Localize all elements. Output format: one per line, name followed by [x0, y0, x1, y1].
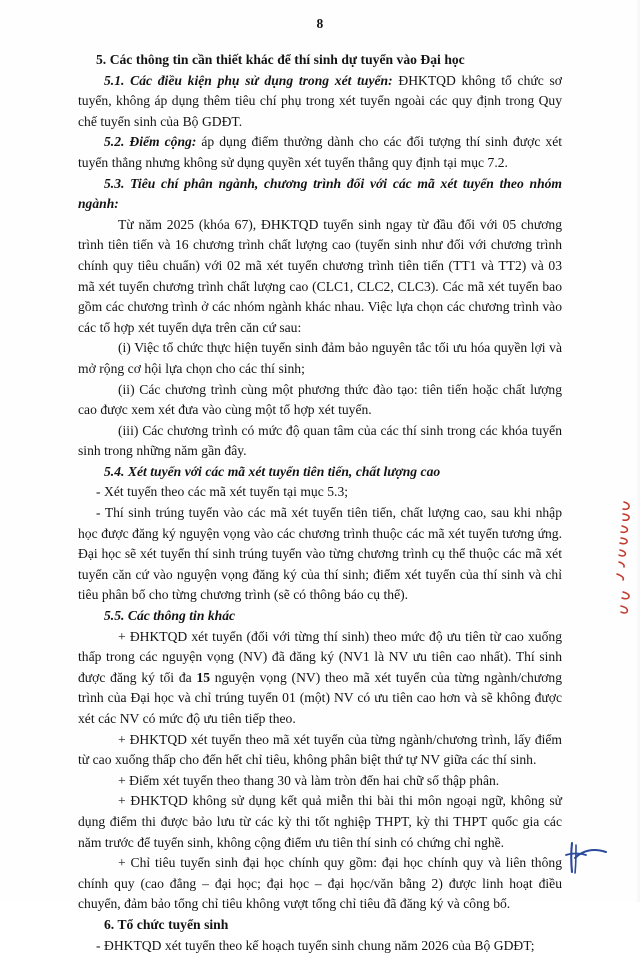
section-5-5-bullet-4: + ĐHKTQD không sử dụng kết quả miễn thi bài thi môn ngoại ngữ, không sử dụng điểm thi được bảo lưu từ các kỳ thi tốt nghiệp THPT, kỳ thi THPT quốc gia các năm trước để tuyển sinh, không cộng điểm ưu tiên thí sinh có chứng chỉ nghề. [78, 793, 562, 850]
heading-section-6 [78, 915, 562, 936]
section-5-3-heading [78, 174, 562, 215]
section-5-5-bullet-1-part-b: nguyện vọng (NV) theo mã xét tuyển của từng ngành/chương trình của Đại học và chỉ trúng tuyển 01 (một) NV có ưu tiên cao hơn và sẽ không được xét các NV có mức độ ưu tiên tiếp theo. [78, 669, 563, 726]
section-5-2 [78, 132, 562, 173]
handwritten-margin-note-icon [607, 496, 637, 626]
section-5-5-nv-count: 15 [196, 669, 211, 685]
section-5-4-bullet-1: - Xét tuyển theo các mã xét tuyển tại mục 5.3; [96, 484, 349, 500]
section-5-1-label: 5.1. Các điều kiện phụ sử dụng trong xét tuyển: [104, 72, 393, 88]
section-5-2-label: 5.2. Điểm cộng: [104, 134, 197, 150]
section-5-3-item-i: (i) Việc tổ chức thực hiện tuyển sinh đảm bảo nguyên tắc tối ưu hóa quyền lợi và mở rộng cơ hội lựa chọn cho các thí sinh; [78, 340, 562, 376]
section-5-1 [78, 71, 562, 133]
section-5-3-paragraph-1: Từ năm 2025 (khóa 67), ĐHKTQD tuyển sinh ngay từ đầu đối với 05 chương trình tiên tiến và 16 chương trình chất lượng cao (tuyển sinh như đối với chương trình chính quy tiêu chuẩn) với 02 mã xét tuyển chương trình tiên tiến (TT1 và TT2) và 03 mã xét tuyển chương trình chất lượng cao (CLC1, CLC2, CLC3). Các mã xét tuyển bao gồm các chương trình ở các nhóm ngành khác nhau. Việc lựa chọn các chương trình vào các tổ hợp xét tuyển dựa trên căn cứ sau: [78, 216, 562, 335]
section-5-5-bullet-2: + ĐHKTQD xét tuyển theo mã xét tuyển của từng ngành/chương trình, lấy điểm từ cao xuống thấp cho đến hết chỉ tiêu, không phân biệt thứ tự NV giữa các thí sinh. [78, 731, 562, 768]
page-content [78, 50, 562, 956]
handwritten-signature-icon [562, 840, 618, 878]
heading-section-5-text: 5. Các thông tin cần thiết khác để thí sinh dự tuyển vào Đại học [96, 52, 465, 67]
section-5-5-heading [78, 606, 562, 627]
heading-section-6-text: 6. Tổ chức tuyển sinh [104, 916, 229, 932]
section-5-4-bullet-2: - Thí sinh trúng tuyển vào các mã xét tuyển tiên tiến, chất lượng cao, sau khi nhập học được đăng ký nguyện vọng vào các chương trình thuộc các mã xét tuyển tương ứng. Đại học sẽ xét tuyển thí sinh trúng tuyển vào từng chương trình cụ thể thuộc các mã xét tuyển căn cứ vào nguyện vọng đăng ký của thí sinh; điểm xét tuyển của thí sinh và chỉ tiêu phân bổ cho từng chương trình (sẽ có thông báo cụ thể). [78, 505, 562, 603]
section-5-4-heading [78, 462, 562, 483]
section-5-5-bullet-3: + Điểm xét tuyển theo thang 30 và làm tròn đến hai chữ số thập phân. [118, 772, 500, 788]
scan-edge-shadow [635, 0, 640, 902]
section-6-bullet-1: - ĐHKTQD xét tuyển theo kế hoạch tuyển sinh chung năm 2026 của Bộ GDĐT; [96, 937, 535, 953]
section-5-4-label: 5.4. Xét tuyển với các mã xét tuyển tiên tiến, chất lượng cao [104, 463, 441, 479]
section-5-3-label: 5.3. Tiêu chí phân ngành, chương trình đối với các mã xét tuyển theo nhóm ngành: [78, 175, 562, 212]
section-5-1-text: ĐHKTQD không tổ chức sơ tuyển, không áp dụng thêm tiêu chí phụ trong xét tuyển ngoài các quy định trong Quy chế tuyển sinh của Bộ GDĐT. [78, 72, 562, 129]
heading-section-5 [78, 50, 562, 71]
section-5-3-item-ii: (ii) Các chương trình cùng một phương thức đào tạo: tiên tiến hoặc chất lượng cao được xem xét đưa vào cùng một tổ hợp xét tuyển. [78, 381, 562, 418]
page-number: 8 [316, 16, 324, 31]
section-5-5-bullet-1-part-a: + ĐHKTQD xét tuyển (đối với từng thí sinh) theo mức độ ưu tiên từ cao xuống thấp trong các nguyện vọng (NV) đã đăng ký (NV1 là NV ưu tiên cao nhất). Thí sinh được đăng ký tối đa [78, 628, 562, 685]
section-5-3-item-iii: (iii) Các chương trình có mức độ quan tâm của các thí sinh trong các khóa tuyển sinh trong những năm gần đây. [78, 422, 562, 459]
section-5-5-label: 5.5. Các thông tin khác [104, 608, 236, 624]
section-5-5-bullet-1 [78, 627, 562, 730]
section-5-2-text: áp dụng điểm thưởng dành cho các đối tượng thí sinh được xét tuyển thẳng nhưng không sử dụng quyền xét tuyển thẳng quy định tại mục 7.2. [78, 134, 563, 170]
section-5-5-bullet-5: + Chỉ tiêu tuyển sinh đại học chính quy gồm: đại học chính quy và liên thông chính quy (cao đẳng – đại học; đại học – đại học/văn bằng 2) được linh hoạt điều chuyển, đảm bảo tổng chỉ tiêu không vượt tổng chỉ tiêu đã đăng ký và công bố. [78, 855, 562, 912]
